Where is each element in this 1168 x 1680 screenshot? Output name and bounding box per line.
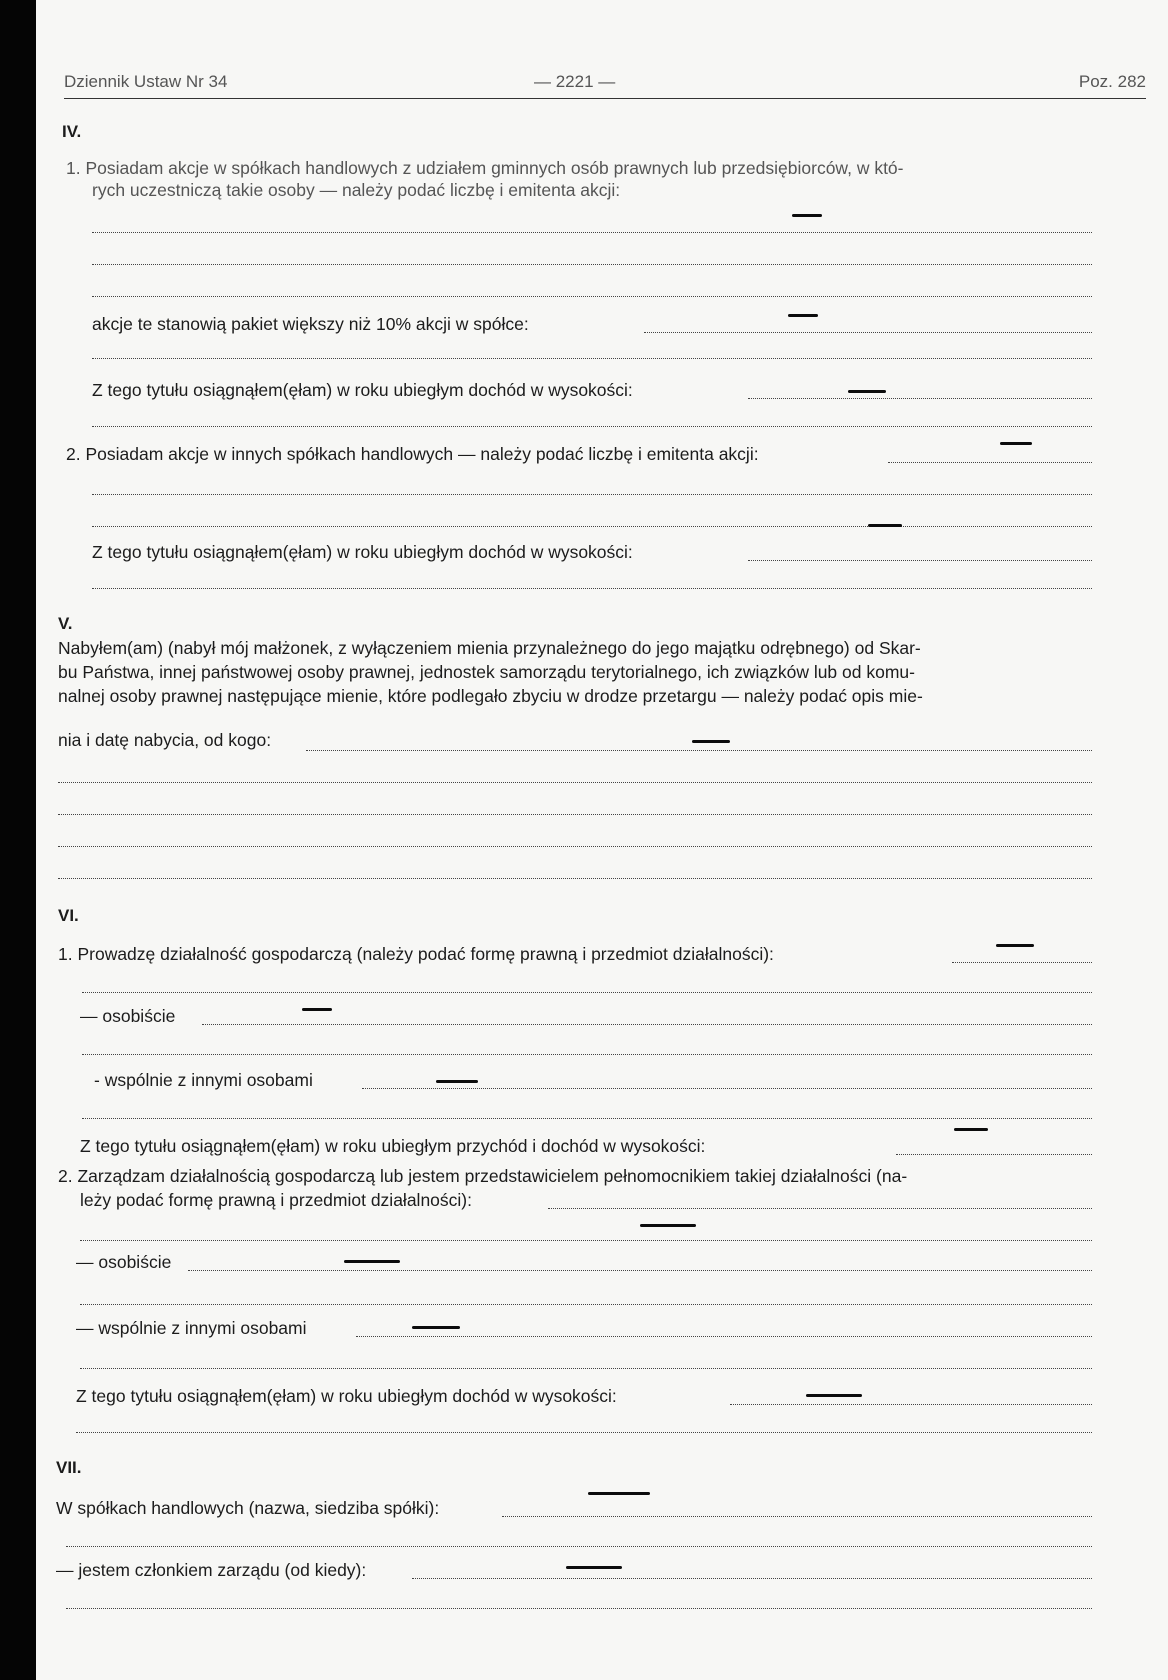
- strike-dash-mark: [412, 1326, 460, 1329]
- answer-line[interactable]: [730, 1404, 1092, 1405]
- scan-dark-edge: [0, 0, 36, 1680]
- answer-line[interactable]: [888, 462, 1092, 463]
- strike-dash-mark: [588, 1492, 650, 1495]
- section-vi-item2-osobiscie-label: — osobiście: [76, 1252, 172, 1272]
- section-vi-item2-line2: leży podać formę prawną i przedmiot działalności):: [80, 1190, 472, 1210]
- section-vi-item1-wspolnie-label: - wspólnie z innymi osobami: [94, 1070, 313, 1090]
- answer-line[interactable]: [76, 1432, 1092, 1433]
- answer-line[interactable]: [66, 1608, 1092, 1609]
- answer-line[interactable]: [58, 782, 1092, 783]
- section-iv-item1-line1: 1. Posiadam akcje w spółkach handlowych z udziałem gminnych osób prawnych lub przedsiębiorców, w któ-: [66, 158, 904, 178]
- page-number: — 2221 —: [534, 72, 616, 91]
- position-number: Poz. 282: [1078, 72, 1146, 91]
- answer-line[interactable]: [80, 1240, 1092, 1241]
- section-iv-item1-line2: rych uczestniczą takie osoby — należy podać liczbę i emitenta akcji:: [92, 180, 621, 200]
- answer-line[interactable]: [748, 560, 1092, 561]
- section-vi-item1-dochod-label: Z tego tytułu osiągnąłem(ęłam) w roku ubiegłym przychód i dochód w wysokości:: [80, 1136, 706, 1156]
- section-vi-title: VI.: [58, 906, 79, 925]
- strike-dash-mark: [996, 944, 1034, 947]
- document-page: [36, 0, 1168, 1680]
- strike-dash-mark: [302, 1008, 332, 1011]
- section-iv-item1-dochod-label: Z tego tytułu osiągnąłem(ęłam) w roku ubiegłym dochód w wysokości:: [92, 380, 633, 400]
- answer-line[interactable]: [748, 398, 1092, 399]
- answer-line[interactable]: [92, 588, 1092, 589]
- strike-dash-mark: [436, 1080, 478, 1083]
- strike-dash-mark: [692, 740, 730, 743]
- page-header: [64, 70, 1146, 99]
- answer-line[interactable]: [92, 526, 1092, 527]
- answer-line[interactable]: [92, 426, 1092, 427]
- strike-dash-mark: [344, 1260, 400, 1263]
- answer-line[interactable]: [82, 1054, 1092, 1055]
- answer-line[interactable]: [644, 332, 1092, 333]
- answer-line[interactable]: [896, 1154, 1092, 1155]
- answer-line[interactable]: [202, 1024, 1092, 1025]
- strike-dash-mark: [566, 1566, 622, 1569]
- section-vii-title: VII.: [56, 1458, 82, 1477]
- strike-dash-mark: [806, 1394, 862, 1397]
- section-vii-zarzad-label: — jestem członkiem zarządu (od kiedy):: [56, 1560, 367, 1580]
- answer-line[interactable]: [58, 846, 1092, 847]
- section-v-line2: bu Państwa, innej państwowej osoby prawnej, jednostek samorządu terytorialnego, ich związków lub od komu-: [58, 662, 915, 682]
- section-iv-pakiet-label: akcje te stanowią pakiet większy niż 10% akcji w spółce:: [92, 314, 529, 334]
- answer-line[interactable]: [952, 962, 1092, 963]
- answer-line[interactable]: [92, 358, 1092, 359]
- answer-line[interactable]: [548, 1208, 1092, 1209]
- strike-dash-mark: [868, 524, 902, 527]
- section-iv-title: IV.: [62, 122, 82, 141]
- section-vi-item1-label: 1. Prowadzę działalność gospodarczą (należy podać formę prawną i przedmiot działalności):: [58, 944, 774, 964]
- section-vi-item1-osobiscie-label: — osobiście: [80, 1006, 176, 1026]
- answer-line[interactable]: [362, 1088, 1092, 1089]
- section-v-line3: nalnej osoby prawnej następujące mienie, które podlegało zbyciu w drodze przetargu — należy podać opis mie-: [58, 686, 923, 706]
- answer-line[interactable]: [502, 1516, 1092, 1517]
- strike-dash-mark: [848, 390, 886, 393]
- section-iv-item2-label: 2. Posiadam akcje w innych spółkach handlowych — należy podać liczbę i emitenta akcji:: [66, 444, 759, 464]
- section-iv-item2-dochod-label: Z tego tytułu osiągnąłem(ęłam) w roku ubiegłym dochód w wysokości:: [92, 542, 633, 562]
- answer-line[interactable]: [82, 1118, 1092, 1119]
- section-vi-item2-line1: 2. Zarządzam działalnością gospodarczą lub jestem przedstawicielem pełnomocnikiem takiej działalności (na-: [58, 1166, 908, 1186]
- strike-dash-mark: [1000, 442, 1032, 445]
- strike-dash-mark: [792, 214, 822, 217]
- answer-line[interactable]: [58, 878, 1092, 879]
- answer-line[interactable]: [92, 264, 1092, 265]
- section-v-line4: nia i datę nabycia, od kogo:: [58, 730, 272, 750]
- section-v-title: V.: [58, 614, 73, 633]
- answer-line[interactable]: [92, 494, 1092, 495]
- journal-title: Dziennik Ustaw Nr 34: [64, 72, 228, 91]
- answer-line[interactable]: [306, 750, 1092, 751]
- answer-line[interactable]: [58, 814, 1092, 815]
- answer-line[interactable]: [356, 1336, 1092, 1337]
- answer-line[interactable]: [82, 992, 1092, 993]
- section-vii-spolki-label: W spółkach handlowych (nazwa, siedziba spółki):: [56, 1498, 440, 1518]
- answer-line[interactable]: [92, 296, 1092, 297]
- answer-line[interactable]: [80, 1304, 1092, 1305]
- section-vi-item2-wspolnie-label: — wspólnie z innymi osobami: [76, 1318, 307, 1338]
- section-v-line1: Nabyłem(am) (nabył mój małżonek, z wyłączeniem mienia przynależnego do jego majątku odrębnego) od Skar-: [58, 638, 921, 658]
- answer-line[interactable]: [80, 1368, 1092, 1369]
- answer-line[interactable]: [412, 1578, 1092, 1579]
- strike-dash-mark: [788, 314, 818, 317]
- strike-dash-mark: [954, 1128, 988, 1131]
- answer-line[interactable]: [66, 1546, 1092, 1547]
- answer-line[interactable]: [188, 1270, 1092, 1271]
- section-vi-item2-dochod-label: Z tego tytułu osiągnąłem(ęłam) w roku ubiegłym dochód w wysokości:: [76, 1386, 617, 1406]
- strike-dash-mark: [640, 1224, 696, 1227]
- answer-line[interactable]: [92, 232, 1092, 233]
